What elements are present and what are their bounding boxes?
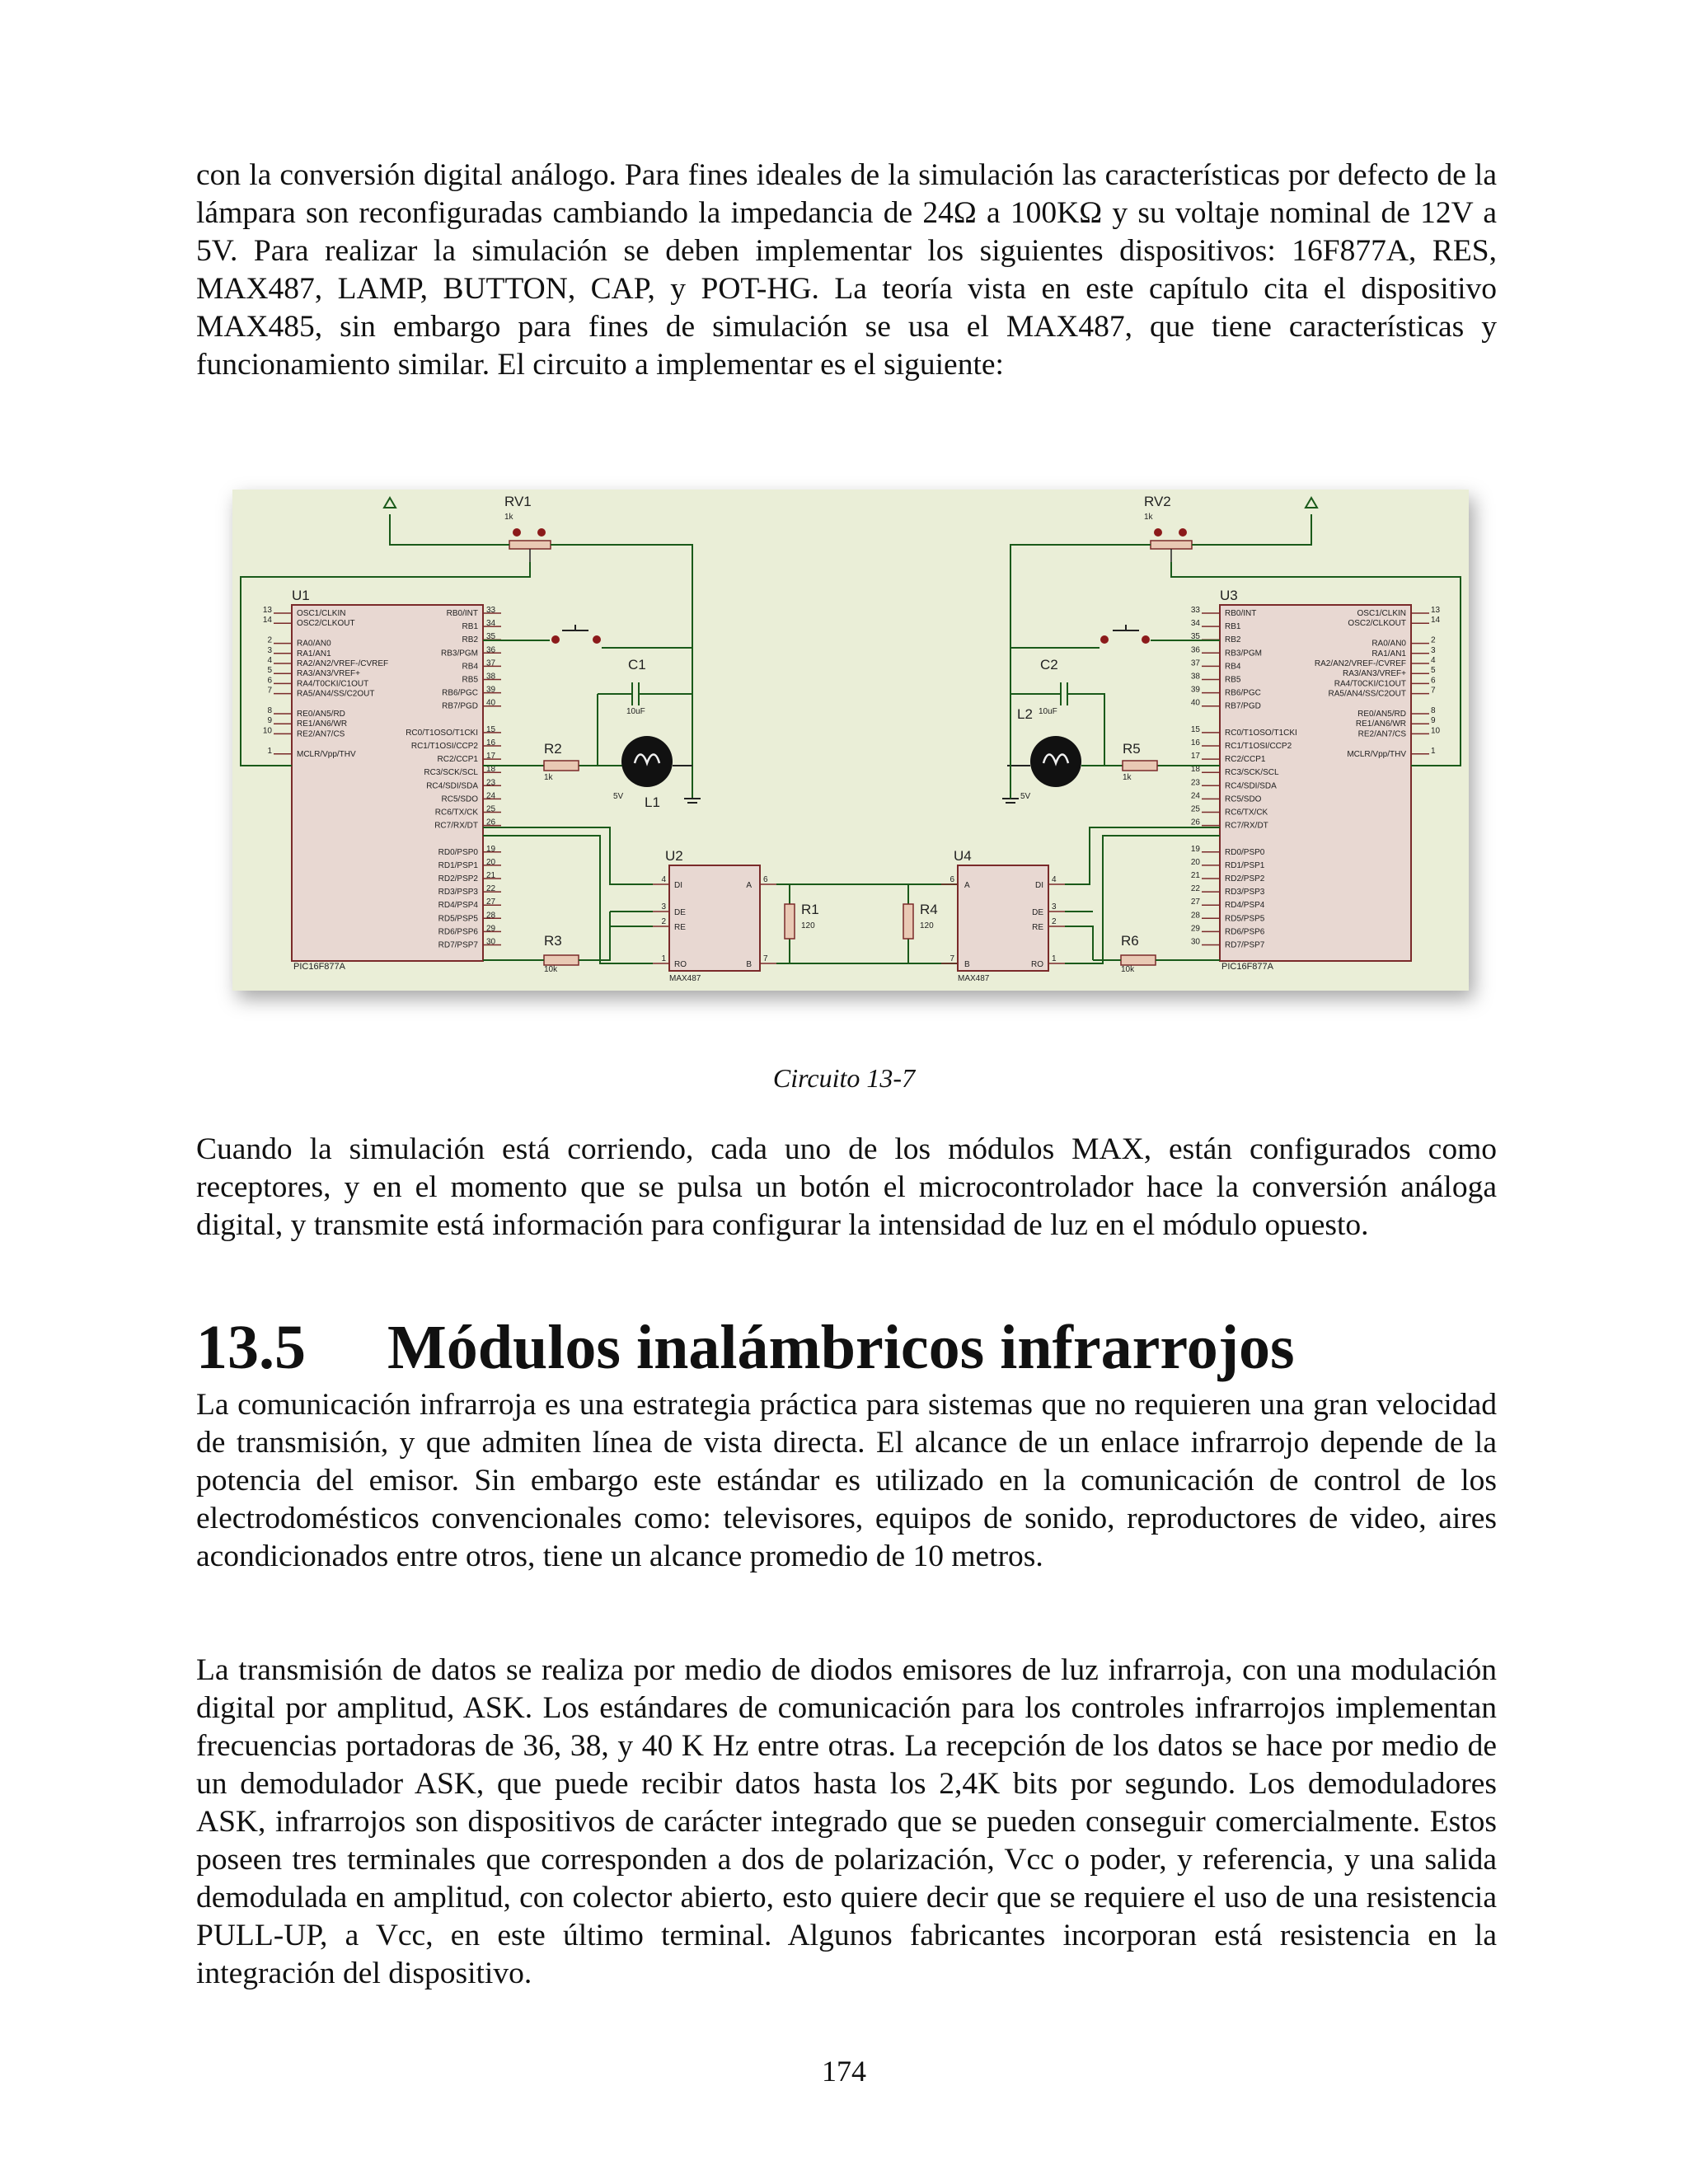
pin-number: 7 <box>763 954 768 963</box>
pin-number: 6 <box>763 875 768 884</box>
pin-label: DE <box>1032 908 1043 917</box>
pin-label: RC1/T1OSI/CCP2 <box>1225 742 1292 751</box>
r1-body <box>785 904 795 939</box>
pin-label: OSC2/CLKOUT <box>297 619 355 629</box>
pin-label: RD4/PSP4 <box>1225 901 1265 911</box>
pin-number: 36 <box>1190 645 1200 655</box>
pin-number: 30 <box>1190 937 1200 947</box>
pin-number: 7 <box>950 954 954 963</box>
pin-number: 29 <box>486 924 496 934</box>
pin-label: RA1/AN1 <box>1372 649 1406 658</box>
pin-label: RB5 <box>1225 675 1241 685</box>
pin-label: RD2/PSP2 <box>438 874 478 883</box>
rv1-knob-right <box>537 528 546 537</box>
pin-number: 24 <box>1190 791 1200 801</box>
pin-number: 2 <box>661 917 666 926</box>
pin-label: RE1/AN6/WR <box>297 719 348 729</box>
pin-number: 39 <box>1190 685 1200 695</box>
rv1-value: 1k <box>504 513 513 522</box>
r5-body <box>1123 761 1157 771</box>
pin-number: 7 <box>267 686 272 696</box>
section-number: 13.5 <box>196 1313 306 1382</box>
pin-label: RC7/RX/DT <box>434 821 478 831</box>
pin-label: MCLR/Vpp/THV <box>297 749 356 759</box>
pin-number: 30 <box>486 937 496 947</box>
page-number: 174 <box>822 2055 866 2088</box>
pin-number: 28 <box>486 911 496 921</box>
pin-label: DI <box>674 881 682 890</box>
pin-label: RA5/AN4/SS/C2OUT <box>1328 689 1406 699</box>
pin-number: 35 <box>486 632 496 642</box>
pin-label: RE <box>674 923 686 932</box>
pin-number: 9 <box>1431 716 1436 726</box>
pin-number: 3 <box>661 902 666 912</box>
pin-number: 25 <box>1190 804 1200 814</box>
pin-number: 6 <box>267 676 272 686</box>
pin-label: RD3/PSP3 <box>1225 888 1265 898</box>
pin-label: OSC1/CLKIN <box>297 609 346 618</box>
circuit-schematic <box>232 490 1469 991</box>
pin-number: 19 <box>1190 844 1200 854</box>
u3-ref: U3 <box>1220 588 1238 603</box>
pin-number: 18 <box>486 765 496 775</box>
u1-part: PIC16F877A <box>293 962 345 972</box>
pin-number: 4 <box>267 656 272 665</box>
pin-number: 20 <box>1190 857 1200 867</box>
pin-number: 4 <box>1431 656 1436 665</box>
pin-label: RD2/PSP2 <box>1225 874 1265 883</box>
pin-label: RC4/SDI/SDA <box>1225 781 1277 791</box>
pin-label: RC6/TX/CK <box>434 808 478 818</box>
pin-number: 40 <box>1190 698 1200 708</box>
r4-ref: R4 <box>920 902 938 917</box>
pin-label: RD1/PSP1 <box>438 860 478 870</box>
pin-label: RC4/SDI/SDA <box>426 781 478 791</box>
pin-number: 15 <box>486 724 496 734</box>
pin-label: RD5/PSP5 <box>1225 914 1265 924</box>
pin-label: DE <box>674 908 686 917</box>
pin-label: RC7/RX/DT <box>1225 821 1268 831</box>
pin-number: 19 <box>486 844 496 854</box>
rv2-value: 1k <box>1144 513 1153 522</box>
pin-number: 4 <box>1052 875 1057 884</box>
pin-label: RE0/AN5/RD <box>297 710 345 719</box>
pin-number: 33 <box>486 606 496 615</box>
c1-ref: C1 <box>628 657 646 673</box>
pin-number: 17 <box>1190 752 1200 762</box>
c2-value: 10uF <box>1039 707 1057 716</box>
pin-number: 40 <box>486 698 496 708</box>
pin-label: RC0/T1OSO/T1CKI <box>1225 728 1297 738</box>
l2-ref: L2 <box>1017 706 1033 722</box>
pin-label: A <box>746 881 752 890</box>
r5-value: 1k <box>1123 773 1132 782</box>
pin-label: RB6/PGC <box>1225 688 1261 698</box>
pin-number: 34 <box>1190 619 1200 629</box>
l2-volt: 5V <box>1020 792 1031 801</box>
pin-label: RD1/PSP1 <box>1225 860 1265 870</box>
pin-number: 8 <box>1431 706 1436 715</box>
pin-number: 18 <box>1190 765 1200 775</box>
pin-number: 1 <box>661 954 666 963</box>
pin-label: RE2/AN7/CS <box>297 729 345 739</box>
r6-body <box>1121 955 1156 965</box>
pin-number: 29 <box>1190 924 1200 934</box>
pin-label: RA4/T0CKI/C1OUT <box>297 679 369 689</box>
pin-number: 17 <box>486 752 496 762</box>
pin-number: 38 <box>486 672 496 682</box>
pin-label: DI <box>1035 881 1043 890</box>
pin-number: 25 <box>486 804 496 814</box>
r6-value: 10k <box>1121 965 1135 974</box>
pin-label: RD5/PSP5 <box>438 914 478 924</box>
pin-number: 20 <box>486 857 496 867</box>
pin-label: RC1/T1OSI/CCP2 <box>410 742 478 751</box>
pin-number: 22 <box>486 884 496 894</box>
r1-ref: R1 <box>801 902 819 917</box>
r3-body <box>544 955 579 965</box>
pin-label: B <box>964 960 970 969</box>
pin-label: RB6/PGC <box>442 688 478 698</box>
pin-label: RC5/SDO <box>441 794 478 804</box>
after-figure-paragraph: Cuando la simulación está corriendo, cada uno de los módulos MAX, están configurados como receptores, y en el momento que se pulsa un botón el microcontrolador hace la conversión análoga digital, y transmite está información para configurar la intensidad de luz en el módulo opuesto. <box>196 1132 1497 1242</box>
pin-number: 28 <box>1190 911 1200 921</box>
pin-number: 1 <box>1052 954 1057 963</box>
pin-label: RE <box>1032 923 1043 932</box>
pin-label: RB4 <box>1225 662 1241 672</box>
pin-label: RB1 <box>1225 622 1241 632</box>
u2-ref: U2 <box>665 848 683 864</box>
u3-part: PIC16F877A <box>1221 962 1273 972</box>
pin-number: 33 <box>1190 606 1200 615</box>
pin-number: 16 <box>1190 738 1200 748</box>
pin-label: RA3/AN3/VREF+ <box>1343 669 1406 679</box>
pin-number: 26 <box>1190 818 1200 827</box>
pin-label: RA4/T0CKI/C1OUT <box>1334 679 1406 689</box>
pin-number: 23 <box>1190 778 1200 788</box>
pin-label: RB4 <box>462 662 478 672</box>
pin-label: RC2/CCP1 <box>1225 755 1266 765</box>
pin-label: RB3/PGM <box>440 649 478 658</box>
u4-part: MAX487 <box>958 974 990 983</box>
pin-label: OSC2/CLKOUT <box>1348 619 1406 629</box>
r2-ref: R2 <box>544 741 562 757</box>
circuit-figure <box>232 490 1469 991</box>
pin-label: RD3/PSP3 <box>438 888 478 898</box>
section-title: Módulos inalámbricos infrarrojos <box>387 1313 1295 1382</box>
infrared-paragraph-1: La comunicación infrarroja es una estrategia práctica para sistemas que no requieren una gran velocidad de transmisión, y que admiten línea de vista directa. El alcance de un enlace infrarrojo depende de la potencia del emisor. Sin embargo este estándar es utilizado en la comunicación de control de los electrodomésticos convencionales como: televisores, equipos de sonido, reproductores de video, aires acondicionados entre otros, tiene un alcance promedio de 10 metros. <box>196 1388 1497 1573</box>
pin-label: RB7/PGD <box>1225 701 1261 711</box>
pin-number: 2 <box>1431 635 1436 645</box>
pin-number: 37 <box>486 658 496 668</box>
pin-number: 2 <box>1052 917 1057 926</box>
pin-label: RD0/PSP0 <box>1225 847 1265 857</box>
pin-number: 35 <box>1190 632 1200 642</box>
pin-number: 26 <box>486 818 496 827</box>
u2-part: MAX487 <box>669 974 701 983</box>
pin-number: 27 <box>486 898 496 907</box>
pin-label: RD6/PSP6 <box>438 927 478 937</box>
button-right-cap-b <box>1142 635 1150 644</box>
pin-number: 16 <box>486 738 496 748</box>
pin-label: MCLR/Vpp/THV <box>1347 749 1406 759</box>
rv2-ref: RV2 <box>1144 494 1171 509</box>
pin-number: 34 <box>486 619 496 629</box>
pin-number: 1 <box>267 746 272 756</box>
pin-label: RD7/PSP7 <box>438 940 478 950</box>
c1-value: 10uF <box>626 707 645 716</box>
l1-volt: 5V <box>613 792 624 801</box>
l1-ref: L1 <box>645 794 660 810</box>
rv1-knob-left <box>513 528 521 537</box>
pin-label: RB2 <box>1225 635 1241 645</box>
pin-number: 14 <box>1431 616 1441 626</box>
pin-label: RB2 <box>462 635 478 645</box>
rv2-knob-left <box>1154 528 1162 537</box>
pin-number: 39 <box>486 685 496 695</box>
pin-label: RA0/AN0 <box>297 639 331 649</box>
r3-value: 10k <box>544 965 558 974</box>
pin-label: RB1 <box>462 622 478 632</box>
pin-number: 3 <box>267 645 272 655</box>
pin-label: B <box>746 960 752 969</box>
pin-label: RB0/INT <box>1225 609 1257 618</box>
button-left-cap-b <box>593 635 601 644</box>
pin-number: 22 <box>1190 884 1200 894</box>
pin-label: RB0/INT <box>446 609 478 618</box>
figure-caption: Circuito 13-7 <box>772 1063 916 1093</box>
r3-ref: R3 <box>544 933 562 949</box>
rv2-knob-right <box>1179 528 1187 537</box>
pin-number: 13 <box>262 606 272 615</box>
section-heading <box>196 1310 1295 1385</box>
pin-number: 6 <box>1431 676 1436 686</box>
pin-number: 36 <box>486 645 496 655</box>
pin-label: RC3/SCK/SCL <box>1225 768 1279 778</box>
pin-number: 5 <box>1431 666 1436 676</box>
pin-label: RO <box>674 960 687 969</box>
pin-number: 8 <box>267 706 272 715</box>
pin-label: OSC1/CLKIN <box>1357 609 1406 618</box>
r2-value: 1k <box>544 773 553 782</box>
pin-number: 14 <box>262 616 272 626</box>
pin-label: RD7/PSP7 <box>1225 940 1265 950</box>
pin-number: 4 <box>661 875 666 884</box>
pin-number: 2 <box>267 635 272 645</box>
c2-ref: C2 <box>1040 657 1058 673</box>
pin-number: 7 <box>1431 686 1436 696</box>
r2-body <box>544 761 579 771</box>
pin-number: 9 <box>267 716 272 726</box>
pin-label: RD6/PSP6 <box>1225 927 1265 937</box>
rv2-body <box>1151 541 1192 549</box>
pin-number: 23 <box>486 778 496 788</box>
r4-body <box>903 904 913 939</box>
pin-label: RE2/AN7/CS <box>1357 729 1406 739</box>
pin-label: RB3/PGM <box>1225 649 1263 658</box>
pin-number: 38 <box>1190 672 1200 682</box>
pin-label: RD4/PSP4 <box>438 901 478 911</box>
intro-paragraph: con la conversión digital análogo. Para fines ideales de la simulación las características por defecto de la lámpara son reconfiguradas cambiando la impedancia de 24Ω a 100KΩ y su voltaje nominal de 12V a 5V. Para realizar la simulación se deben implementar los siguientes dispositivos: 16F877A, RES, MAX487, LAMP, BUTTON, CAP, y POT-HG. La teoría vista en este capítulo cita el dispositivo MAX485, sin embargo para fines de simulación se usa el MAX487, que tiene características y funcionamiento similar. El circuito a implementar es el siguiente: <box>196 158 1497 382</box>
pin-label: RC0/T1OSO/T1CKI <box>406 728 478 738</box>
pin-label: RO <box>1031 960 1043 969</box>
pin-number: 15 <box>1190 724 1200 734</box>
pin-number: 37 <box>1190 658 1200 668</box>
pin-number: 21 <box>486 871 496 880</box>
button-left-cap-a <box>551 635 560 644</box>
pin-label: RA2/AN2/VREF-/CVREF <box>1314 659 1406 668</box>
rv1-ref: RV1 <box>504 494 532 509</box>
r5-ref: R5 <box>1123 741 1141 757</box>
pin-label: RA5/AN4/SS/C2OUT <box>297 689 375 699</box>
pin-label: RE0/AN5/RD <box>1357 710 1406 719</box>
pin-label: RC5/SDO <box>1225 794 1262 804</box>
pin-label: RA0/AN0 <box>1372 639 1406 649</box>
pin-label: RD0/PSP0 <box>438 847 478 857</box>
pin-label: RB5 <box>462 675 478 685</box>
pin-label: RC3/SCK/SCL <box>424 768 478 778</box>
r6-ref: R6 <box>1121 933 1139 949</box>
pin-number: 6 <box>950 875 954 884</box>
pin-label: RC2/CCP1 <box>437 755 478 765</box>
pin-number: 3 <box>1431 645 1436 655</box>
pin-number: 5 <box>267 666 272 676</box>
infrared-paragraph-2: La transmisión de datos se realiza por medio de diodos emisores de luz infrarroja, con una modulación digital por amplitud, ASK. Los estándares de comunicación para los controles infrarrojos implementan frecuencias portadoras de 36, 38, y 40 K Hz entre otras. La recepción de los datos se hace por medio de un demodulador ASK, que puede recibir datos hasta los 2,4K bits por segundo. Los demoduladores ASK, infrarrojos son dispositivos de carácter integrado que se pueden conseguir comercialmente. Estos poseen tres terminales que corresponden a dos de polarización, Vcc o poder, y referencia, y una salida demodulada en amplitud, con colector abierto, esto quiere decir que se requiere el uso de una resistencia PULL-UP, a Vcc, en este último terminal. Algunos fabricantes incorporan está resistencia en la integración del dispositivo. <box>196 1653 1497 1990</box>
pin-label: A <box>964 881 970 890</box>
u1-ref: U1 <box>292 588 310 603</box>
pin-label: RE1/AN6/WR <box>1355 719 1406 729</box>
pin-label: RA1/AN1 <box>297 649 331 658</box>
pin-number: 10 <box>262 726 272 736</box>
pin-number: 24 <box>486 791 496 801</box>
button-right-cap-a <box>1100 635 1109 644</box>
pin-label: RC6/TX/CK <box>1225 808 1268 818</box>
pin-label: RB7/PGD <box>442 701 478 711</box>
r1-value: 120 <box>801 921 815 930</box>
pin-label: RA2/AN2/VREF-/CVREF <box>297 659 389 668</box>
rv1-body <box>509 541 551 549</box>
u4-ref: U4 <box>954 848 972 864</box>
r4-value: 120 <box>920 921 934 930</box>
pin-number: 1 <box>1431 746 1436 756</box>
pin-number: 13 <box>1431 606 1441 615</box>
pin-number: 27 <box>1190 898 1200 907</box>
pin-label: RA3/AN3/VREF+ <box>297 669 360 679</box>
pin-number: 10 <box>1431 726 1441 736</box>
pin-number: 3 <box>1052 902 1057 912</box>
pin-number: 21 <box>1190 871 1200 880</box>
